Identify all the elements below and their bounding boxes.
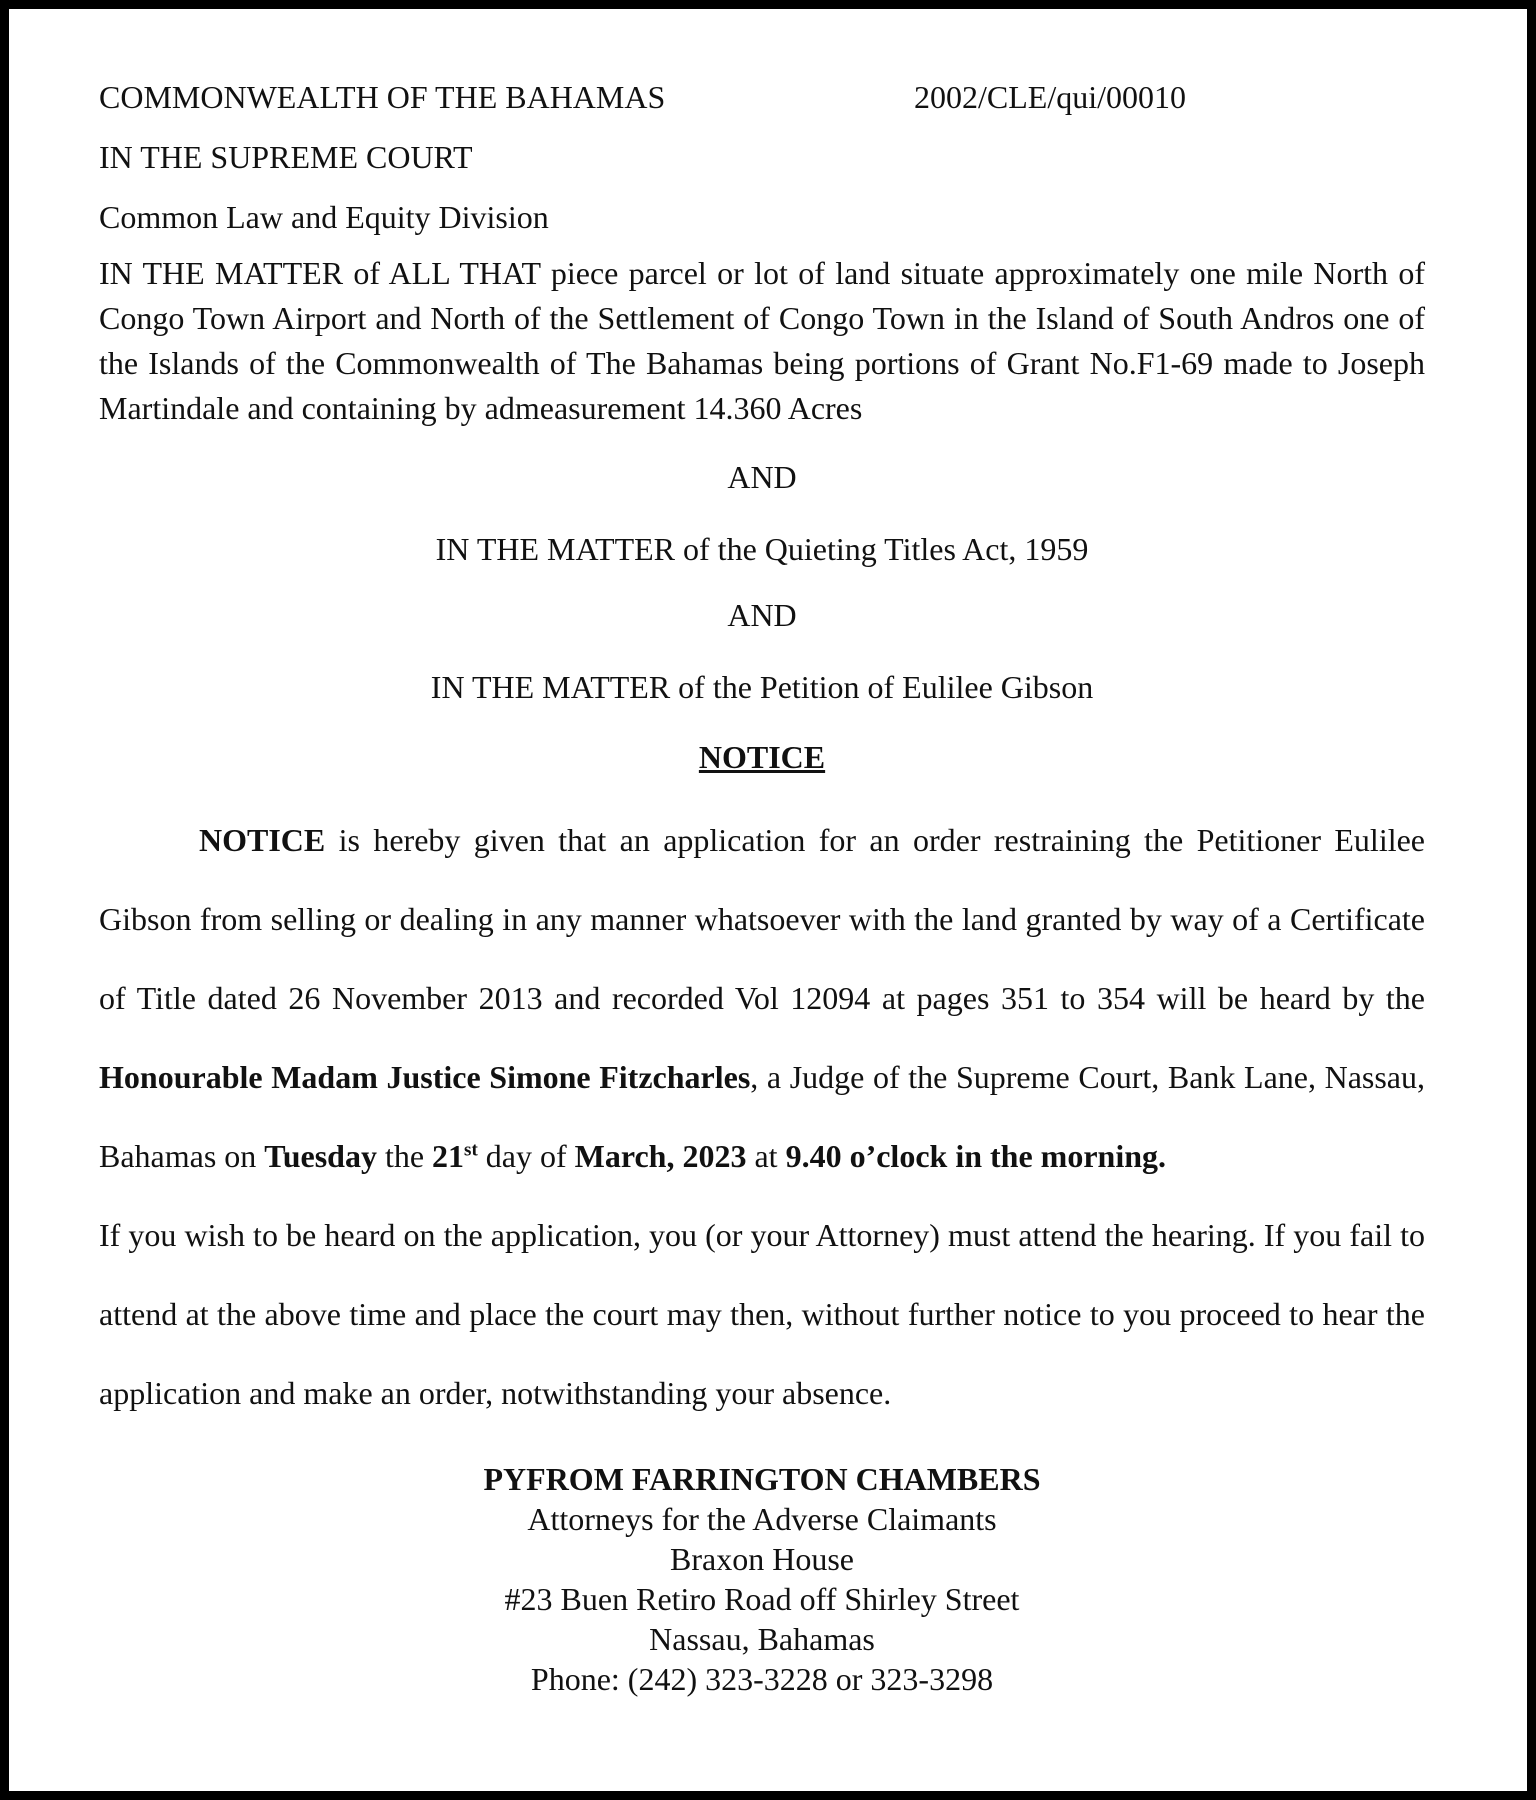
notice-paragraph [99,801,1425,1196]
firm-role: Attorneys for the Adverse Claimants [527,1501,997,1537]
signature-block [99,1459,1425,1699]
notice-text-2: , a Judge of the Supreme Court, Bank Lane, Nassau, Bahamas on [99,1059,1426,1174]
notice-text-3: the [376,1138,433,1174]
and-separator-1: AND [727,459,797,495]
and-separator-2: AND [727,597,797,633]
matter-land-paragraph: IN THE MATTER of ALL THAT piece parcel or lot of land situate approximately one mile North of Congo Town Airport and North of the Settlement of Congo Town in the Island of South Andros one of the Islands of the Commonwealth of The Bahamas being portions of Grant No.F1-69 made to Joseph Martindale and containing by admeasurement 14.360 Acres [99,255,1425,426]
hearing-day: Tuesday [264,1138,377,1174]
hearing-month-year: March, 2023 [574,1138,747,1174]
matter-act-line: IN THE MATTER of the Quieting Titles Act, 1959 [435,531,1089,567]
attendance-paragraph: If you wish to be heard on the application, you (or your Attorney) must attend the hearing. If you fail to attend at the above time and place the court may then, without further notice to you proceed to hear the application and make an order, notwithstanding your absence. [99,1217,1425,1411]
hearing-date-number: 21st [432,1138,478,1174]
case-number: 2002/CLE/qui/00010 [914,78,1186,115]
judge-name: Honourable Madam Justice Simone Fitzcharles [99,1059,751,1095]
notice-title: NOTICE [698,739,826,775]
court-heading: IN THE SUPREME COURT [99,138,473,175]
firm-name: PYFROM FARRINGTON CHAMBERS [483,1461,1041,1497]
header-row [99,67,1425,127]
firm-phone: Phone: (242) 323-3228 or 323-3298 [530,1661,994,1697]
notice-text-1: is hereby given that an application for an order restraining the Petitioner Eulilee Gibson from selling or dealing in any manner whatsoever with the land granted by way of a Certificate of Title dated 26 November 2013 and recorded Vol 12094 at pages 351 to 354 will be heard by the [99,822,1425,1016]
document-body [99,67,1425,1699]
notice-text-5: at [746,1138,786,1174]
matter-petition-line: IN THE MATTER of the Petition of Eulilee Gibson [430,669,1094,705]
firm-street: #23 Buen Retiro Road off Shirley Street [504,1581,1020,1617]
hearing-time: 9.40 o’clock in the morning. [785,1138,1166,1174]
date-suffix: st [464,1139,478,1161]
commonwealth-heading: COMMONWEALTH OF THE BAHAMAS [99,78,666,115]
notice-lead: NOTICE [199,822,326,858]
firm-city: Nassau, Bahamas [649,1621,875,1657]
firm-building: Braxon House [670,1541,854,1577]
division-heading: Common Law and Equity Division [99,198,549,235]
notice-text-4: day of [477,1138,575,1174]
